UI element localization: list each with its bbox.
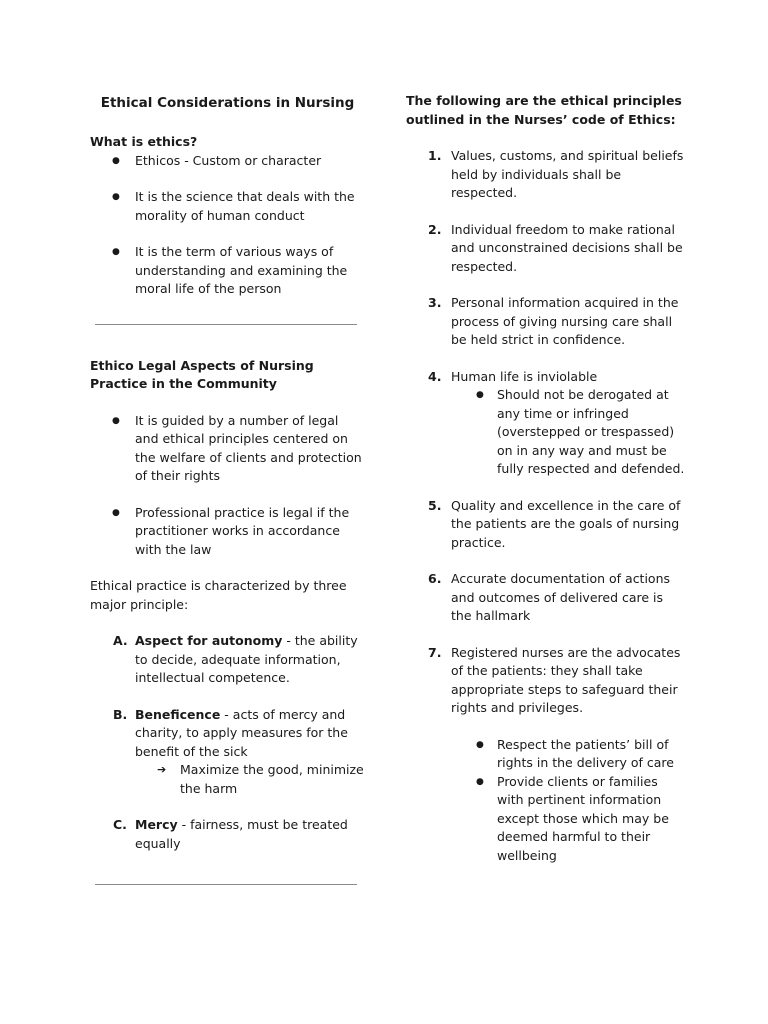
item7-sublist: [406, 736, 686, 866]
numbered-item: [406, 294, 686, 350]
principle-term: Aspect for autonomy: [135, 633, 283, 648]
numbered-item: [406, 147, 686, 203]
section-divider: [95, 324, 357, 325]
page-title: Ethical Considerations in Nursing: [100, 95, 355, 111]
list-item: ● It is guided by a number of legal and ethical principles centered on the welfare of clients and protection of their rights: [90, 412, 365, 486]
numbered-item: [406, 570, 686, 626]
sub-item: ● Respect the patients’ bill of rights in the delivery of care: [406, 736, 686, 773]
item-text: Values, customs, and spiritual beliefs held by individuals shall be respected.: [451, 148, 684, 200]
item-number: 2.: [428, 221, 442, 237]
item-number: 5.: [428, 497, 442, 513]
section-divider: [95, 884, 357, 885]
numbered-item: [406, 221, 686, 277]
principle-label: B.: [113, 706, 128, 722]
item-number: 4.: [428, 368, 442, 384]
item-text: Registered nurses are the advocates of the patients: they shall take appropriate steps to safeguard their rights and privileges.: [451, 644, 681, 715]
numbered-item: [406, 368, 686, 479]
principle-item: [90, 632, 365, 688]
legal-list: [90, 412, 365, 560]
item-number: 6.: [428, 571, 442, 586]
principle-term: Mercy: [135, 817, 178, 832]
principle-term: Beneficence: [135, 706, 221, 722]
item-text: Individual freedom to make rational and unconstrained decisions shall be respected.: [451, 221, 683, 274]
list-item: ● It is the term of various ways of understanding and examining the moral life of the person: [90, 243, 365, 299]
list-item: ● Professional practice is legal if the practitioner works in accordance with the law: [90, 504, 365, 560]
legal-heading: Ethico Legal Aspects of Nursing Practice in the Community: [90, 357, 314, 391]
left-column: [90, 90, 365, 853]
sub-item: ● Should not be derogated at any time or infringed (overstepped or trespassed) on in any way and must be fully respected and defended.: [406, 386, 686, 479]
item-text: Personal information acquired in the process of giving nursing care shall be held strict in confidence.: [451, 295, 679, 347]
list-item: ● It is the science that deals with the morality of human conduct: [90, 188, 365, 225]
ethics-list: [90, 152, 365, 299]
numbered-item: [406, 644, 686, 866]
beneficence-sublist: [135, 761, 365, 798]
item4-sublist: [406, 386, 686, 479]
item-text: Accurate documentation of actions and outcomes of delivered care is the hallmark: [451, 571, 671, 623]
item-text: Quality and excellence in the care of the patients are the goals of nursing practice.: [451, 497, 681, 550]
principle-item: [90, 706, 365, 799]
item-text: Human life is inviolable: [451, 368, 598, 384]
principle-item: [90, 816, 365, 853]
principle-desc: - acts of mercy and charity, to apply measures for the benefit of the sick: [135, 706, 348, 759]
principles-heading: The following are the ethical principles outlined in the Nurses’ code of Ethics:: [406, 93, 682, 127]
item-number: 1.: [428, 148, 442, 163]
principle-desc: - fairness, must be treated equally: [135, 817, 348, 851]
code-of-ethics-list: [406, 147, 686, 865]
ethics-heading: What is ethics?: [90, 134, 198, 149]
item-number: 3.: [428, 295, 442, 310]
numbered-item: [406, 497, 686, 553]
item-number: 7.: [428, 644, 442, 660]
principle-desc: - the ability to decide, adequate information, intellectual competence.: [135, 633, 358, 685]
sub-item: ● Provide clients or families with pertinent information except those which may be deemed harmful to their wellbeing: [406, 773, 686, 866]
principles-list: [90, 632, 365, 853]
practice-intro: Ethical practice is characterized by three major principle:: [90, 578, 347, 612]
principle-label: A.: [113, 633, 128, 648]
list-item: ● Ethicos - Custom or character: [90, 152, 365, 171]
principle-label: C.: [113, 817, 127, 832]
right-column: [406, 90, 686, 865]
arrow-item: ➔ Maximize the good, minimize the harm: [135, 761, 365, 798]
